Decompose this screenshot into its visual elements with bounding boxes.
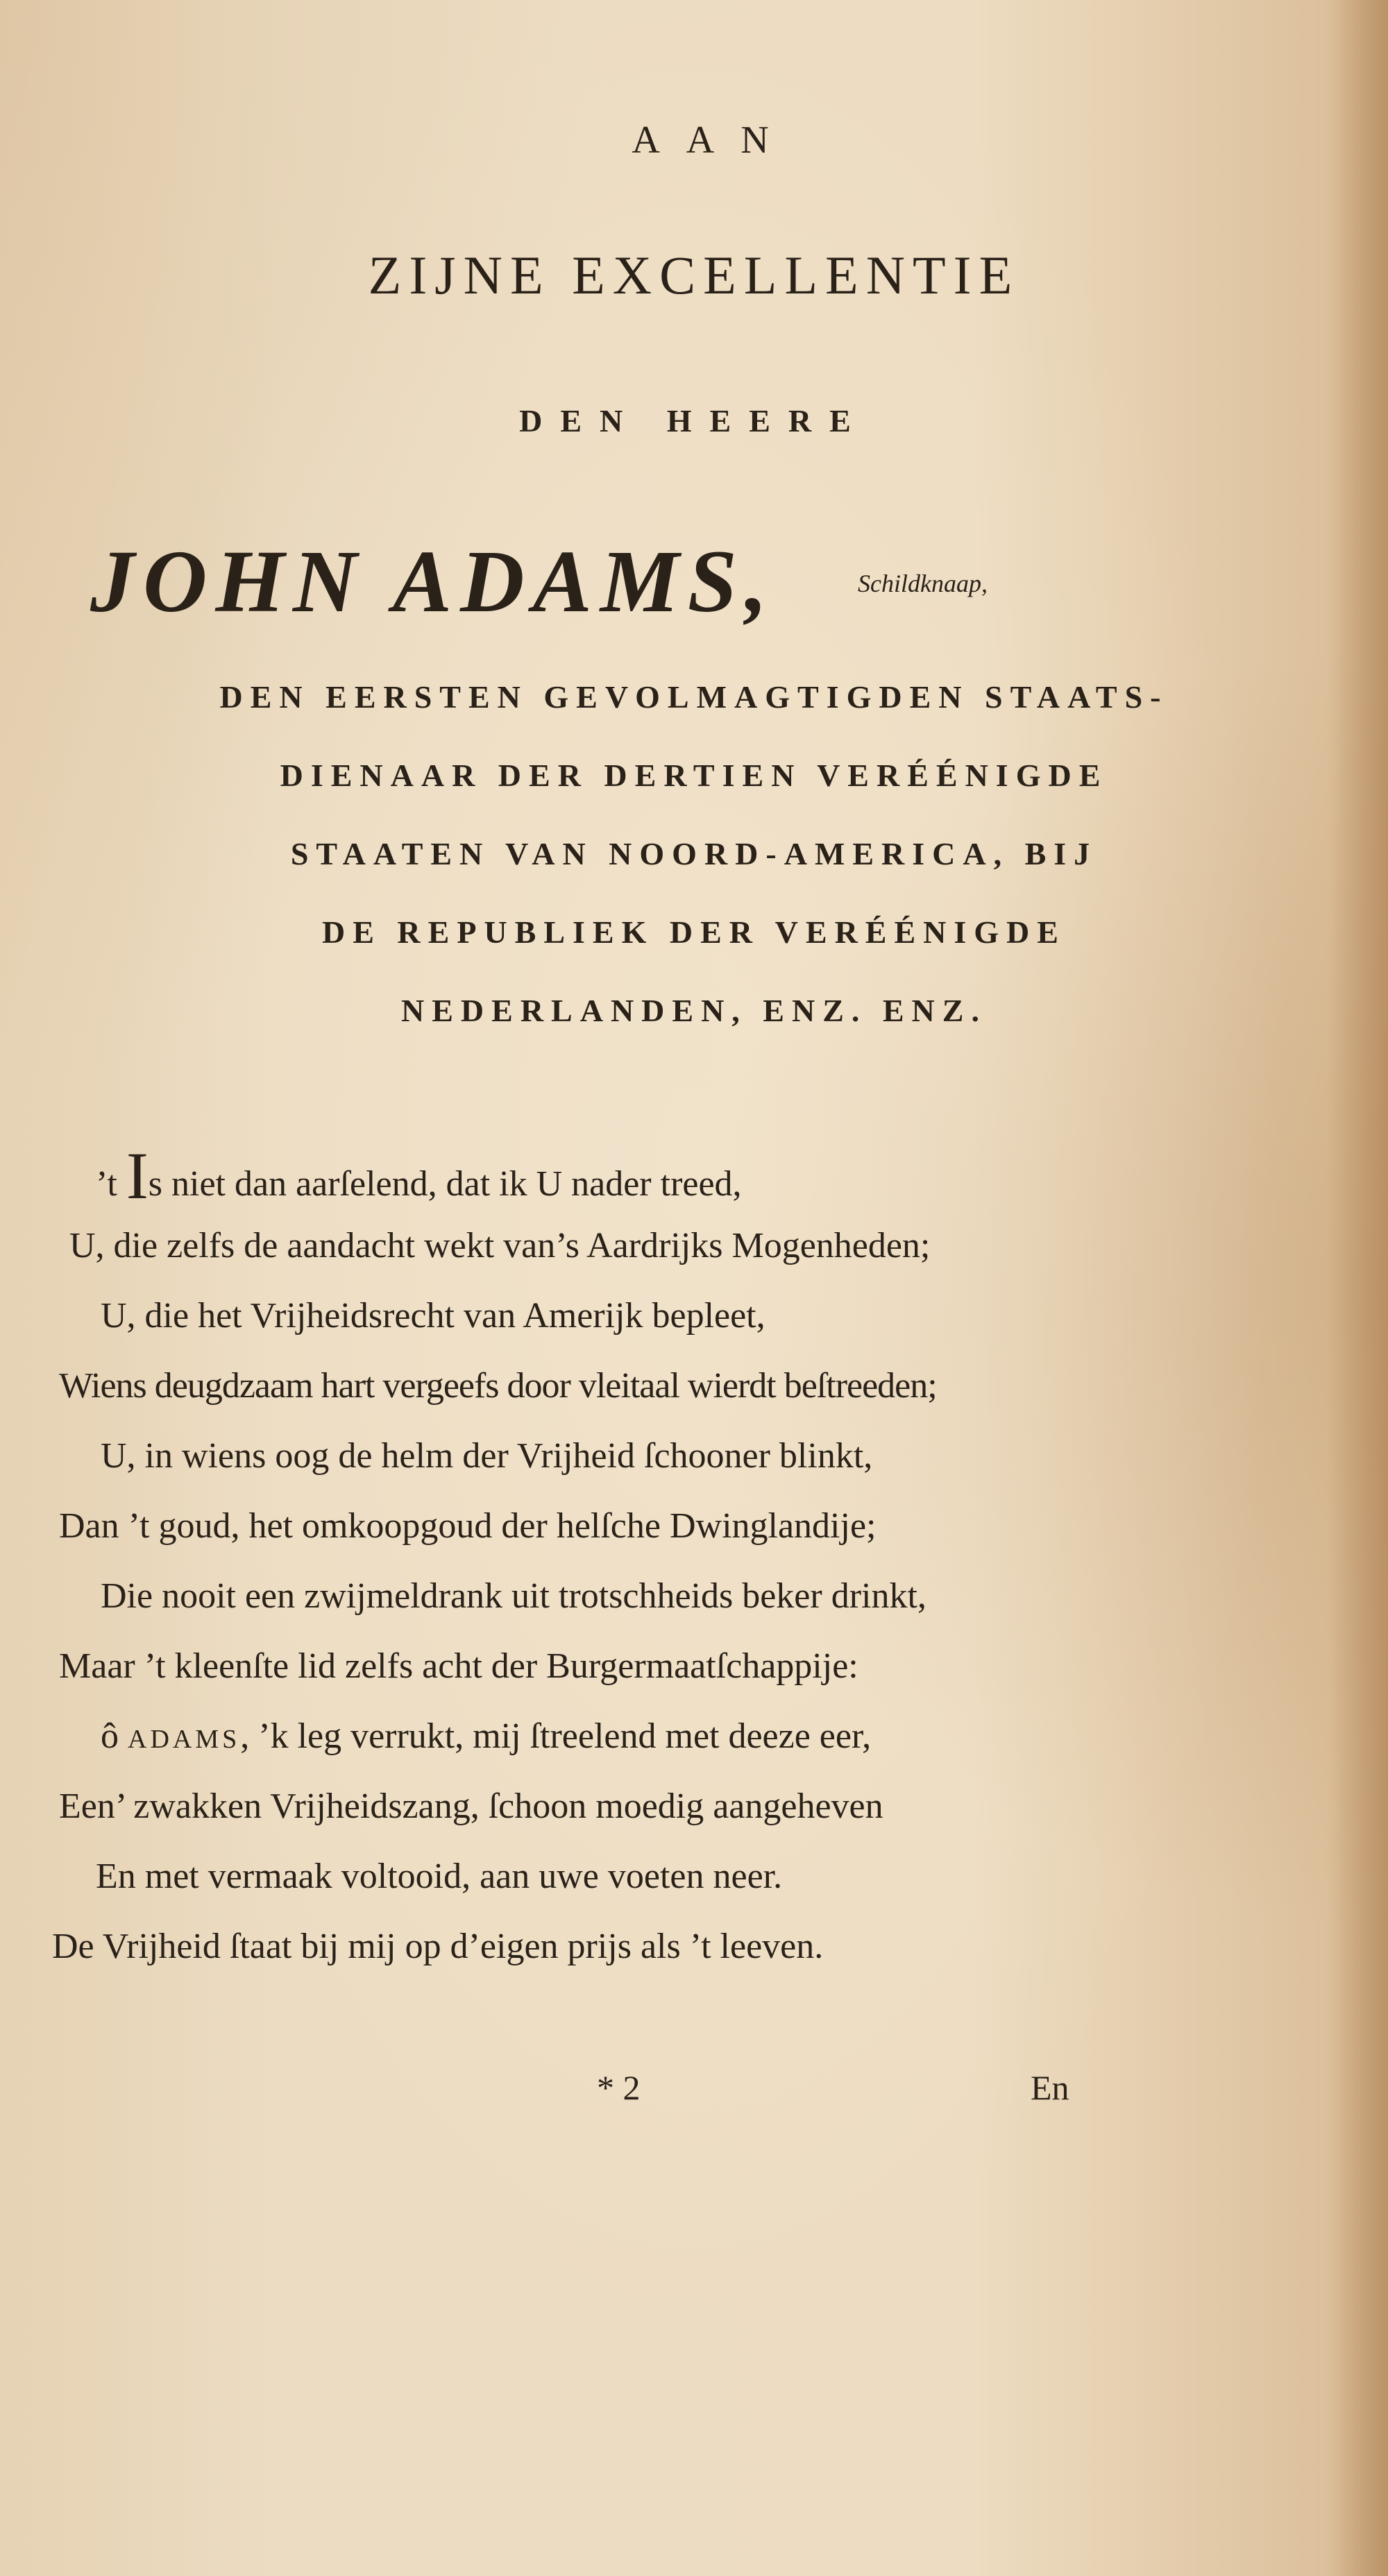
heading-aan: AAN bbox=[632, 119, 795, 162]
poem-line bbox=[0, 1138, 1388, 1222]
heading-den-heere: DEN HEERE bbox=[519, 403, 869, 438]
poem-line-text: Maar ’t kleenſte lid zelfs acht der Burgermaatſchappije: bbox=[59, 1646, 858, 1686]
page-footer bbox=[0, 2067, 1388, 2123]
poem-line-text: Een’ zwakken Vrijheidszang, ſchoon moedig aangeheven bbox=[59, 1786, 883, 1826]
poem-line bbox=[0, 1432, 1388, 1502]
poem-line-text: U, die het Vrijheidsrecht van Amerijk bepleet, bbox=[101, 1296, 765, 1336]
title-line: STAATEN VAN NOORD-AMERICA, BIJ bbox=[290, 836, 1098, 871]
poem-line bbox=[0, 1922, 1388, 1993]
dedicatee-titles bbox=[0, 676, 1388, 1068]
title-line: NEDERLANDEN, ENZ. ENZ. bbox=[401, 993, 987, 1028]
adams-name: ADAMS bbox=[128, 1725, 241, 1754]
signature-mark: * 2 bbox=[597, 2068, 641, 2107]
catchword: En bbox=[1031, 2068, 1069, 2107]
poem-line-prefix: ’t bbox=[96, 1164, 126, 1204]
dedicatee-rank: Schildknaap, bbox=[858, 570, 988, 597]
poem-line bbox=[0, 1852, 1388, 1922]
title-line: DIENAAR DER DERTIEN VERÉÉNIGDE bbox=[280, 758, 1108, 793]
poem-line bbox=[0, 1222, 1388, 1292]
poem-line bbox=[0, 1292, 1388, 1362]
poem-line bbox=[0, 1642, 1388, 1712]
poem-line-text: De Vrijheid ſtaat bij mij op d’eigen prijs als ’t leeven. bbox=[52, 1927, 824, 1966]
poem-line-text: Dan ’t goud, het omkoopgoud der helſche Dwinglandije; bbox=[59, 1506, 877, 1546]
poem-line-text: s niet dan aarſelend, dat ik U nader treed, bbox=[148, 1164, 742, 1204]
poem-line-text: Wiens deugdzaam hart vergeefs door vleitaal wierdt beſtreeden; bbox=[59, 1366, 937, 1406]
poem-line-text: Die nooit een zwijmeldrank uit trotschheids beker drinkt, bbox=[101, 1576, 926, 1616]
title-line: DE REPUBLIEK DER VERÉÉNIGDE bbox=[322, 914, 1066, 950]
poem-line bbox=[0, 1362, 1388, 1432]
dedication-poem bbox=[0, 1138, 1388, 1993]
poem-line-text: , ’k leg verrukt, mij ſtreelend met deeze eer, bbox=[240, 1716, 872, 1756]
dedicatee-name-row bbox=[0, 531, 1388, 635]
poem-line bbox=[0, 1502, 1388, 1572]
poem-line-text: U, die zelfs de aandacht wekt van’s Aardrijks Mogenheden; bbox=[69, 1226, 931, 1265]
drop-capital: I bbox=[126, 1138, 149, 1213]
poem-line-text: En met vermaak voltooid, aan uwe voeten neer. bbox=[96, 1857, 783, 1896]
poem-line bbox=[0, 1712, 1388, 1782]
poem-line bbox=[0, 1782, 1388, 1852]
poem-line-lead: ô bbox=[101, 1716, 128, 1756]
dedicatee-name: JOHN ADAMS, bbox=[90, 532, 776, 631]
heading-excellentie: ZIJNE EXCELLENTIE bbox=[368, 245, 1020, 305]
poem-line-text: U, in wiens oog de helm der Vrijheid ſchooner blinkt, bbox=[101, 1436, 873, 1476]
title-line: DEN EERSTEN GEVOLMAGTIGDEN STAATS- bbox=[219, 679, 1169, 715]
poem-line bbox=[0, 1572, 1388, 1642]
